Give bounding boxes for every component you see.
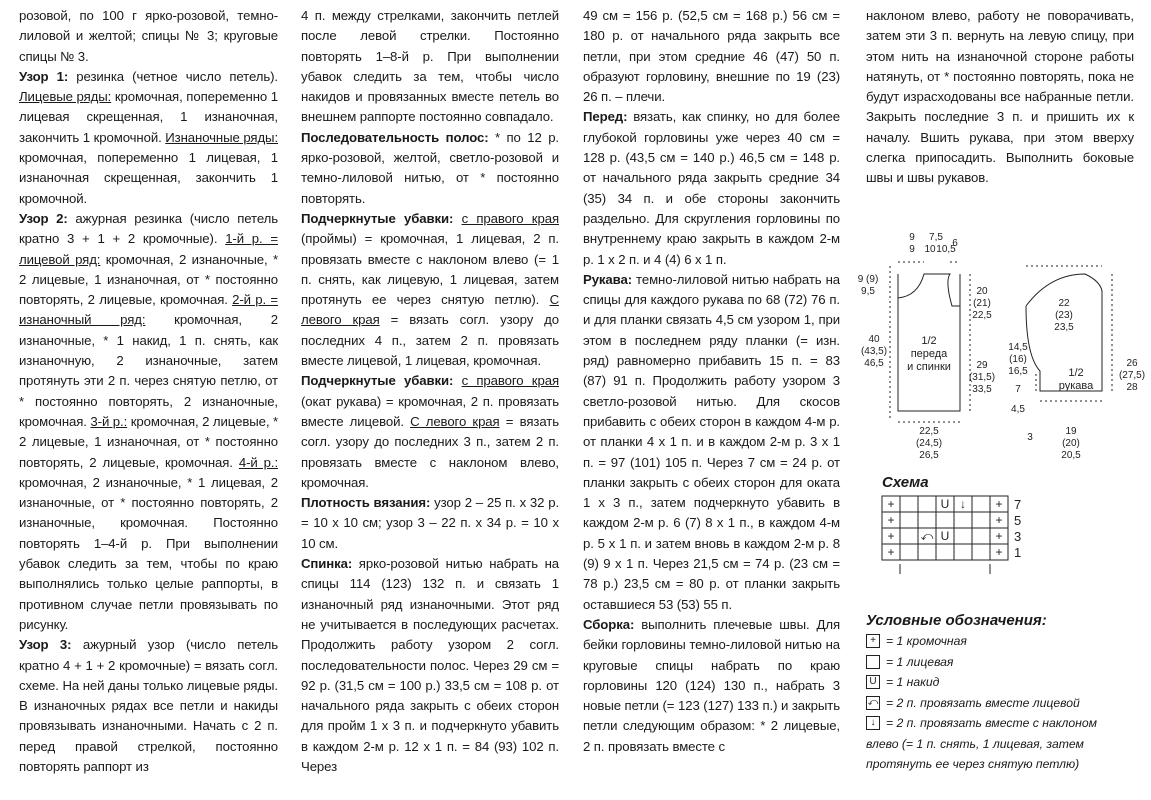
legend-item: + = 1 кромочная [866, 631, 1146, 652]
paragraph-pattern-3: Узор 3: ажурный узор (число петель кратно 4 + 1 + 2 кромочные) = вязать согл. схеме. На ней даны только лицевые ряды. В изнаночных рядах все петли и накиды провязывать изнаночными. Начать с 2 п. перед правой стрелкой, постоянно повторять раппорт из [19, 637, 278, 774]
svg-text:U: U [940, 497, 950, 511]
scheme-row-3: 3 [1014, 529, 1022, 544]
body-center2: переда [910, 348, 948, 360]
sleeve-center2: рукава [1058, 380, 1094, 392]
paragraph-assembly-cont: наклоном влево, работу не поворачивать, затем эти 3 п. вернуть на левую спицу, при этом нить на изнаночной стороне работы натянуть, от * постоянно повторять, пока не будут израсходованы все набранные петли. Закрыть последние 3 п. и пришить их к началу. Вшить рукава, при этом вверху слегка припосадить. Выполнить боковые швы и швы рукавов. [866, 8, 1134, 186]
body-center1: 1/2 [921, 335, 937, 347]
sleeve-leftc: 16,5 [1008, 366, 1028, 377]
legend-title: Условные обозначения: [866, 612, 1047, 629]
sleeve-bottomb: (20) [1062, 438, 1080, 449]
legend [866, 612, 1146, 775]
scheme-row-7: 7 [1014, 497, 1022, 512]
paragraph-assembly: Сборка: выполнить плечевые швы. Для бейки горловины темно-лиловой нитью на круговые спицы набрать по краю горловины 120 (124) 130 п., набрать 3 новые петли (= 123 (127) 133 п.) и закрыть петли следующим образом: * 2 лицевые, 2 п. провязать вместе с [583, 616, 840, 754]
scheme-row-5: 5 [1014, 513, 1022, 528]
svg-text:+: + [887, 529, 895, 543]
sleeve-left2b: 4,5 [1011, 404, 1025, 415]
sleeve-bottomc: 20,5 [1061, 450, 1081, 461]
svg-text:+: + [995, 545, 1003, 559]
body-bottom: 22,5 [919, 426, 939, 437]
yarn-over-icon: U [866, 675, 880, 689]
paragraph-back-cont: 49 см = 156 р. (52,5 см = 168 р.) 56 см = 180 р. от начального ряда закрыть все петли, при этом средние 46 (47) 50 п. образуют горловину, внешние по 19 (23) 26 п. – плечи. [583, 8, 840, 105]
scheme-chart [880, 494, 1030, 576]
paragraph-gauge: Плотность вязания: узор 2 – 25 п. х 32 р. = 10 х 10 см; узор 3 – 22 п. х 34 р. = 10 х 10 см. [301, 495, 560, 551]
sleeve-rightb: (27,5) [1118, 370, 1146, 381]
sleeve-side: 3 [1027, 432, 1033, 443]
svg-text:+: + [887, 513, 895, 527]
body-right1: 20 [976, 286, 988, 297]
body-bottomc: 26,5 [919, 450, 939, 461]
scheme-row-1: 1 [1014, 545, 1022, 560]
body-right2: 29 [976, 360, 988, 371]
sleeve-rightc: 28 [1126, 382, 1138, 393]
paragraph-pattern-3-cont: 4 п. между стрелками, закончить петлей после левой стрелки. Постоянно повторять 1–8-й р. При выполнении убавок следить за тем, чтобы число накидов и провязанных вместе петель во внешнем раппорте постоянно совпадало. [301, 8, 559, 125]
text-column-3 [583, 6, 840, 757]
svg-text:+: + [887, 545, 895, 559]
paragraph-stripes: Последовательность полос: * по 12 р. ярко-розовой, желтой, светло-розовой и темно-лиловой нитью, от * постоянно повторять. [301, 129, 559, 206]
svg-text:+: + [995, 497, 1003, 511]
ssk-icon: ↓ [866, 716, 880, 730]
sleeve-left2: 7 [1015, 384, 1021, 395]
svg-text:U: U [940, 529, 950, 543]
body-top2: 7,5 [929, 232, 943, 243]
body-left2: 40 [868, 334, 880, 345]
sleeve-topc: 23,5 [1054, 322, 1074, 333]
body-right1c: 22,5 [972, 310, 992, 321]
body-right2c: 33,5 [972, 384, 992, 395]
text-column-2 [301, 6, 559, 777]
svg-text:+: + [995, 513, 1003, 527]
sleeve-center1: 1/2 [1068, 367, 1084, 379]
body-left1b: 9,5 [861, 286, 875, 297]
k2tog-icon: ⤺ [867, 696, 879, 708]
text-column-4 [866, 6, 1134, 189]
body-center3: и спинки [907, 361, 951, 373]
legend-item-cont: протянуть ее через снятую петлю) [866, 757, 1080, 772]
body-left2c: 46,5 [864, 358, 884, 369]
paragraph-sleeves: Рукава: темно-лиловой нитью набрать на спицы для каждого рукава по 68 (72) 76 п. и для планки связать 4,5 см узором 1, при этом в последнем ряду планки (= изн. ряд) равномерно прибавить 15 п. = 83 (87) 91 п. Продолжить работу узором 3 светло-розовой нитью. Для скосов прибавить с обеих сторон в каждом 4-м р. от планки 4 х 1 п. и в каждом 2-м р. 3 х 1 п. = 97 (101) 105 п. Через 7 см = 24 р. от планки закрыть с обеих сторон для оката 1 х 3 п., затем подчеркнуто убавить в каждом 2-м р. 6 (7) 8 х 1 п., в каждом 4-м р. 5 х 1 п. и затем вновь в каждом 2-м р. 8 (9) 9 х 1 п. Через 21,5 см = 74 р. (23 см = 78 р.) 23,5 см = 80 р. от планки закрыть оставшиеся 53 (53) 55 п. [583, 271, 840, 612]
scheme-title: Схема [882, 474, 929, 491]
body-left1: 9 (9) [857, 274, 879, 285]
sleeve-left: 14,5 [1008, 342, 1028, 353]
body-top2c: 10,5 [936, 244, 956, 255]
paragraph-decreases-armhole: Подчеркнутые убавки: с правого края (проймы) = кромочная, 1 лицевая, 2 п. провязать вместе с наклоном влево (= 1 п. снять, как лицевую, 1 лицевая, затем протянуть ее через снятую петлю). С левого края = вязать согл. узору до последних 4 п., затем 2 п. провязать вместе лицевой, 1 лицевая, кромочная. [301, 210, 560, 369]
body-left2b: (43,5) [860, 346, 888, 357]
sleeve-top: 22 [1058, 298, 1070, 309]
paragraph-decreases-sleeve: Подчеркнутые убавки: с правого края (окат рукава) = кромочная, 2 п. провязать вместе лицевой. С левого края = вязать согл. узору до последних 3 п., затем 2 п. провязать вместе с наклоном влево, кромочная. [301, 373, 559, 490]
knit-icon [866, 655, 880, 669]
paragraph-pattern-2: Узор 2: ажурная резинка (число петель кратно 3 + 1 + 2 кромочные). 1-й р. = лицевой ряд: кромочная, 2 изнаночные, * 2 лицевые, 1 изнаночная, от * постоянно повторять, 2 лицевые, кромочная. 2-й р. = изнаночный ряд: кромочная, 2 изнаночные, * 1 накид, 1 п. снять, как изнаночную, 2 изнаночные, затем протянуть эти 2 п. через снятую петлю, от * постоянно повторять, 2 изнаночные, кромочная. 3-й р.: кромочная, 2 лицевые, * 2 лицевые, 1 изнаночная, от * постоянно повторять, 2 лицевые, кромочная. 4-й р.: кромочная, 2 изнаночные, * 1 лицевая, 2 изнаночные, от * постоянно повторять, 2 изнаночные, кромочная. Постоянно повторять 1–4-й р. При выполнении убавок следить за тем, чтобы по краю выполнялись только целые раппорты, в противном случае петли провязывать по рисунку. [19, 210, 279, 632]
selvage-icon: + [866, 634, 880, 648]
body-top1: 9 [909, 232, 915, 243]
body-top3: 6 [952, 238, 958, 249]
paragraph-back: Спинка: ярко-розовой нитью набрать на спицы 114 (123) 132 п. и связать 1 изнаночный ряд изнаночными. Этот ряд не учитывается в последующих расчетах. Продолжить работу узором 2 согл. последовательности полос. Через 29 см = 92 р. (31,5 см = 100 р.) 33,5 см = 108 р. от начального ряда закрыть с обеих сторон для пройм 1 х 3 п. и подчеркнуто убавить в каждом 2-м р. 12 х 1 п. = 84 (93) 102 п. Через [301, 556, 559, 774]
text-column-1 [19, 6, 278, 777]
svg-text:⤺: ⤺ [920, 529, 934, 543]
legend-item: ↓ = 2 п. провязать вместе с наклоном [866, 713, 1146, 734]
sleeve-topb: (23) [1055, 310, 1073, 321]
body-top2b: 10 [924, 244, 936, 255]
legend-item: = 1 лицевая [866, 652, 1146, 673]
paragraph-front: Перед: вязать, как спинку, но для более глубокой горловины уже через 40 см = 128 р. (43,5 см = 140 р.) 46,5 см = 148 р. от начального ряда закрыть средние 34 (35) 34 п. и обе стороны закончить раздельно. Для скругления горловины по внутреннему краю закрыть в каждом 2-м р. 1 х 2 п. и 4 (4) 6 х 1 п. [583, 109, 840, 267]
sleeve-right: 26 [1126, 358, 1138, 369]
paragraph-materials: розовой, по 100 г ярко-розовой, темно-лиловой и желтой; спицы № 3; круговые спицы № 3. [19, 8, 278, 64]
sleeve-bottom: 19 [1065, 426, 1077, 437]
pattern-diagram [850, 226, 1150, 476]
sleeve-leftb: (16) [1009, 354, 1027, 365]
svg-text:↓: ↓ [960, 497, 966, 511]
legend-item: ⤺ = 2 п. провязать вместе лицевой [867, 695, 1080, 710]
svg-text:+: + [995, 529, 1003, 543]
paragraph-pattern-1: Узор 1: резинка (четное число петель). Лицевые ряды: кромочная, попеременно 1 лицевая скрещенная, 1 изнаночная, закончить 1 кромочной. Изнаночные ряды: кромочная, попеременно 1 лицевая, 1 изнаночная скрещенная, закончить 1 кромочной. [19, 68, 279, 206]
body-bottomb: (24,5) [915, 438, 943, 449]
body-top1b: 9 [909, 244, 915, 255]
svg-text:+: + [887, 497, 895, 511]
legend-item: U = 1 накид [866, 672, 1146, 693]
legend-item-cont: влево (= 1 п. снять, 1 лицевая, затем [866, 736, 1084, 751]
body-right2b: (31,5) [968, 372, 996, 383]
body-right1b: (21) [973, 298, 991, 309]
